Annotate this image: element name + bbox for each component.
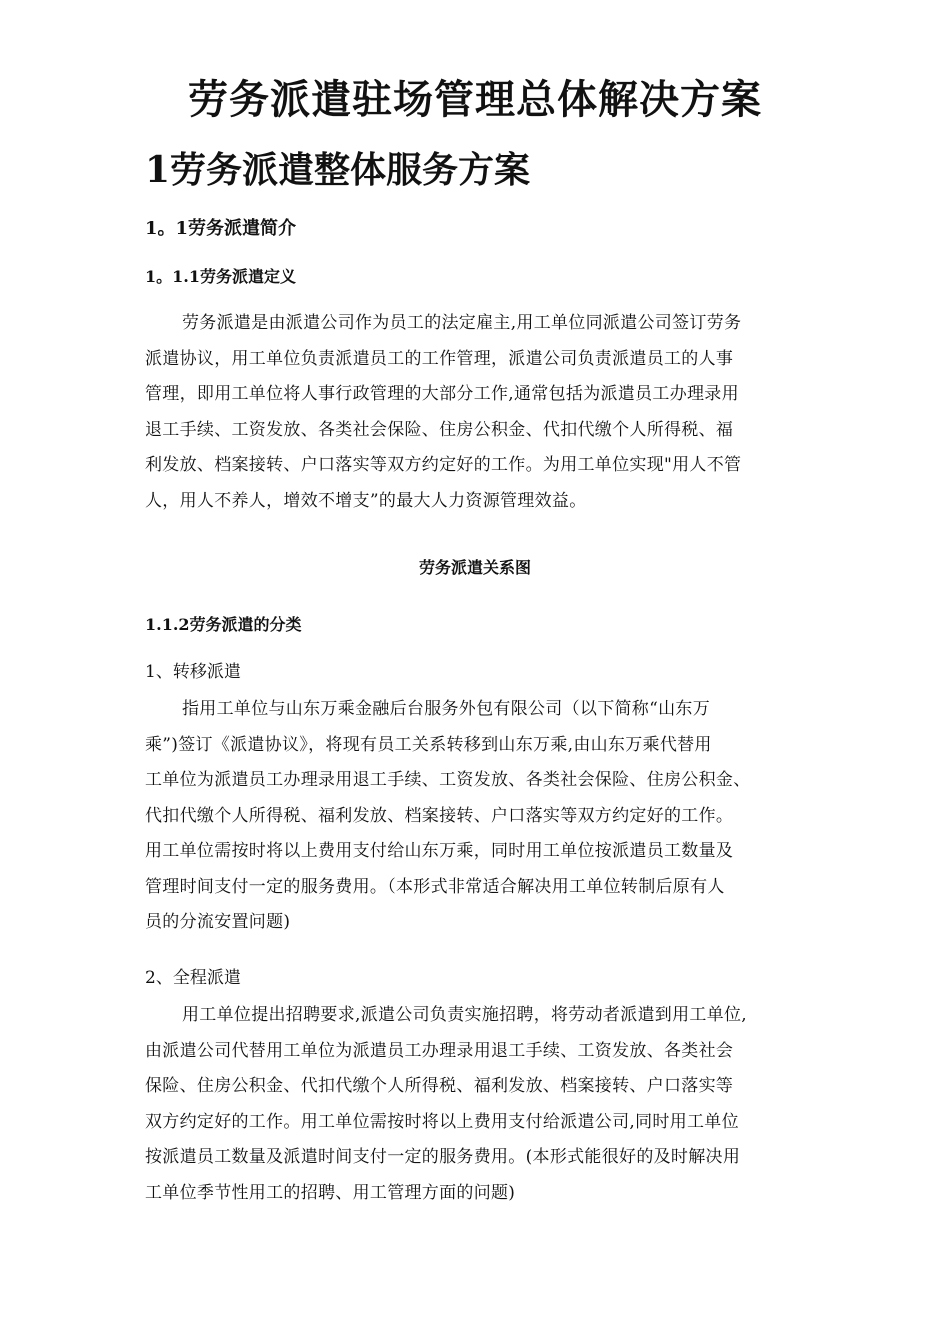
paragraph-line: 退工手续、工资发放、各类社会保险、住房公积金、代扣代缴个人所得税、福 [145, 419, 734, 440]
section-heading-1: 1劳务派遣整体服务方案 [145, 149, 531, 191]
subsection-heading-1-1-2: 1.1.2劳务派遣的分类 [145, 615, 302, 634]
paragraph-line: 用工单位需按时将以上费用支付给山东万乘，同时用工单位按派遣员工数量及 [145, 841, 734, 861]
paragraph-line: 工单位季节性用工的招聘、用工管理方面的问题) [145, 1182, 516, 1203]
paragraph-line: 用工单位提出招聘要求,派遣公司负责实施招聘，将劳动者派遣到用工单位, [182, 1005, 748, 1025]
subsection-heading-1-1: 1。1劳务派遣简介 [145, 218, 297, 239]
paragraph-line: 派遣协议，用工单位负责派遣员工的工作管理，派遣公司负责派遣员工的人事 [145, 348, 734, 369]
full-dispatch-paragraph [145, 998, 820, 1211]
definition-paragraph [145, 306, 820, 519]
paragraph-line: 员的分流安置问题) [145, 912, 291, 932]
paragraph-line: 保险、住房公积金、代扣代缴个人所得税、福利发放、档案接转、户口落实等 [145, 1076, 734, 1096]
list-item-label-1: 1、转移派遣 [145, 662, 241, 682]
paragraph-line: 乘”)签订《派遣协议》，将现有员工关系转移到山东万乘,由山东万乘代替用 [145, 734, 712, 755]
paragraph-line: 工单位为派遣员工办理录用退工手续、工资发放、各类社会保险、住房公积金、 [145, 770, 751, 790]
paragraph-line: 由派遣公司代替用工单位为派遣员工办理录用退工手续、工资发放、各类社会 [145, 1040, 734, 1061]
paragraph-line: 指用工单位与山东万乘金融后台服务外包有限公司（以下简称“山东万 [182, 699, 710, 719]
paragraph-line: 管理，即用工单位将人事行政管理的大部分工作,通常包括为派遣员工办理录用 [145, 384, 739, 404]
paragraph-line: 利发放、档案接转、户口落实等双方约定好的工作。为用工单位实现"用人不管 [145, 455, 742, 475]
paragraph-line: 双方约定好的工作。用工单位需按时将以上费用支付给派遣公司,同时用工单位 [145, 1111, 739, 1132]
paragraph-line: 劳务派遣是由派遣公司作为员工的法定雇主,用工单位同派遣公司签订劳务 [182, 313, 742, 333]
list-item-label-2: 2、全程派遣 [145, 968, 241, 988]
document-title: 劳务派遣驻场管理总体解决方案 [188, 76, 762, 123]
subsection-heading-1-1-1: 1。1.1劳务派遣定义 [145, 267, 296, 286]
paragraph-line: 管理时间支付一定的服务费用。（本形式非常适合解决用工单位转制后原有人 [145, 876, 725, 897]
paragraph-line: 代扣代缴个人所得税、福利发放、档案接转、户口落实等双方约定好的工作。 [145, 805, 734, 826]
transfer-dispatch-paragraph [145, 692, 820, 941]
paragraph-line: 按派遣员工数量及派遣时间支付一定的服务费用。(本形式能很好的及时解决用 [145, 1147, 741, 1167]
figure-caption: 劳务派遣关系图 [418, 558, 531, 577]
paragraph-line: 人，用人不养人，增效不增支”的最大人力资源管理效益。 [145, 490, 587, 511]
